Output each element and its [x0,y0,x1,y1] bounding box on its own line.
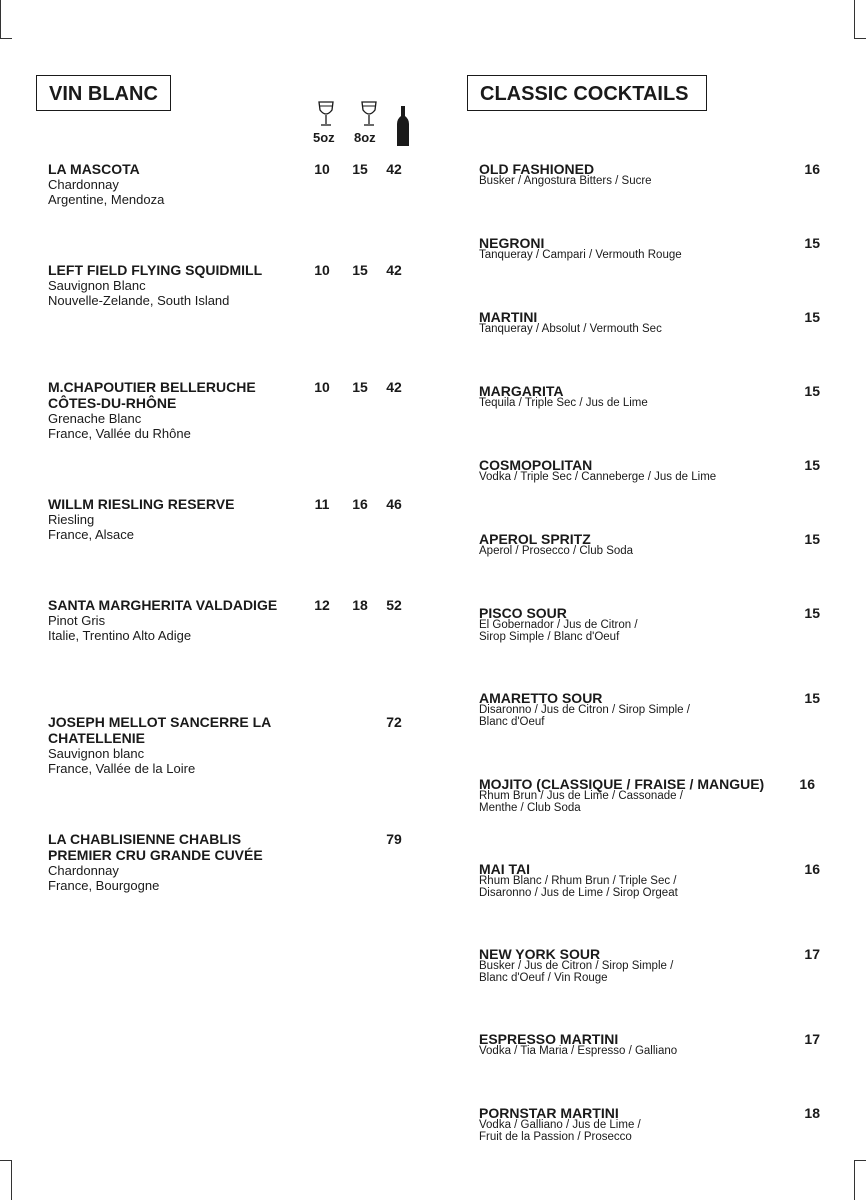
cocktail-name: MAI TAI [479,861,531,877]
crop-mark [854,1160,855,1200]
cocktail-item [479,862,824,899]
wine-name: LA CHABLISIENNE CHABLIS PREMIER CRU GRANDE CUVÉE [48,831,263,863]
wine-item [48,496,408,542]
cocktail-price: 15 [804,531,820,547]
wine-bottle-icon [396,106,410,146]
cocktail-price: 15 [804,690,820,706]
wine-grape: Sauvignon Blanc [48,278,146,293]
wine-region: Nouvelle-Zelande, South Island [48,293,230,308]
cocktail-price: 17 [804,1031,820,1047]
wine-grape: Chardonnay [48,177,119,192]
crop-mark [0,38,12,39]
cocktail-item [479,947,824,984]
wine-region: France, Alsace [48,527,134,542]
cocktail-name: MOJITO (CLASSIQUE / FRAISE / MANGUE) [479,776,765,792]
wine-grape: Sauvignon blanc [48,746,145,761]
price-bottle: 46 [386,496,402,512]
cocktail-name: ESPRESSO MARTINI [479,1031,619,1047]
cocktail-item [479,236,824,262]
cocktail-ingredients: Vodka / Triple Sec / Canneberge / Jus de Lime [479,471,717,483]
price-5oz: 11 [314,496,330,512]
cocktail-item [479,691,824,728]
wine-region: France, Vallée du Rhône [48,426,191,441]
cocktail-ingredients: El Gobernador / Jus de Citron / Sirop Simple / Blanc d'Oeuf [479,619,638,643]
wine-glass-icon [359,100,379,128]
wine-grape: Pinot Gris [48,613,106,628]
wine-name: LA MASCOTA [48,161,140,177]
wine-region: Argentine, Mendoza [48,192,165,207]
cocktail-ingredients: Vodka / Tia Maria / Espresso / Galliano [479,1045,678,1057]
cocktail-price: 15 [804,605,820,621]
cocktail-ingredients: Vodka / Galliano / Jus de Lime / Fruit de la Passion / Prosecco [479,1119,641,1143]
price-8oz: 15 [352,379,368,395]
crop-mark [854,0,855,38]
price-8oz: 15 [352,262,368,278]
wine-item [48,597,408,643]
cocktail-name: PORNSTAR MARTINI [479,1105,619,1121]
cocktail-item [479,1106,824,1143]
price-8oz: 15 [352,161,368,177]
crop-mark [854,1160,866,1161]
cocktail-ingredients: Disaronno / Jus de Citron / Sirop Simple / Blanc d'Oeuf [479,704,690,728]
price-8oz: 16 [352,496,368,512]
wine-region: France, Vallée de la Loire [48,761,196,776]
cocktail-ingredients: Tequila / Triple Sec / Jus de Lime [479,397,648,409]
wine-region: France, Bourgogne [48,878,160,893]
size-label-5oz: 5oz [313,130,335,145]
wine-grape: Grenache Blanc [48,411,142,426]
price-bottle: 42 [386,161,402,177]
cocktail-ingredients: Rhum Blanc / Rhum Brun / Triple Sec / Disaronno / Jus de Lime / Sirop Orgeat [479,875,678,899]
crop-mark [11,1160,12,1200]
wine-grape: Riesling [48,512,95,527]
cocktail-price: 15 [804,235,820,251]
cocktail-name: MARTINI [479,309,538,325]
wine-grape: Chardonnay [48,863,119,878]
price-8oz: 18 [352,597,368,613]
wine-region: Italie, Trentino Alto Adige [48,628,192,643]
wine-item [48,831,408,893]
cocktail-name: APEROL SPRITZ [479,531,591,547]
cocktail-item [479,532,824,558]
price-bottle: 79 [386,831,402,847]
cocktail-item [479,1032,824,1058]
size-label-8oz: 8oz [354,130,376,145]
crop-mark [854,38,866,39]
wine-item [48,161,408,207]
price-5oz: 12 [314,597,330,613]
cocktail-name: NEW YORK SOUR [479,946,601,962]
wine-item [48,262,408,308]
price-bottle: 72 [386,714,402,730]
price-bottle: 42 [386,262,402,278]
cocktail-name: AMARETTO SOUR [479,690,603,706]
cocktail-name: COSMOPOLITAN [479,457,593,473]
cocktail-price: 15 [804,457,820,473]
price-5oz: 10 [314,161,330,177]
price-5oz: 10 [314,379,330,395]
cocktail-item [479,606,824,643]
cocktail-name: NEGRONI [479,235,545,251]
wine-name: SANTA MARGHERITA VALDADIGE [48,597,278,613]
wine-name: M.CHAPOUTIER BELLERUCHE CÔTES-DU-RHÔNE [48,379,256,411]
cocktail-price: 18 [804,1105,820,1121]
cocktail-item [479,162,824,188]
price-bottle: 42 [386,379,402,395]
cocktail-ingredients: Tanqueray / Campari / Vermouth Rouge [479,249,682,261]
cocktail-price: 16 [799,776,815,792]
cocktail-name: MARGARITA [479,383,564,399]
cocktail-item [479,458,824,484]
cocktail-section-title: CLASSIC COCKTAILS [467,75,707,111]
cocktail-price: 16 [804,161,820,177]
wine-item [48,379,408,441]
wine-section-title: VIN BLANC [36,75,171,111]
wine-name: WILLM RIESLING RESERVE [48,496,235,512]
wine-name: JOSEPH MELLOT SANCERRE LA CHATELLENIE [48,714,271,746]
price-bottle: 52 [386,597,402,613]
cocktail-name: OLD FASHIONED [479,161,595,177]
cocktail-price: 16 [804,861,820,877]
cocktail-ingredients: Busker / Angostura Bitters / Sucre [479,175,652,187]
wine-item [48,714,408,776]
price-5oz: 10 [314,262,330,278]
cocktail-item [479,384,824,410]
cocktail-price: 17 [804,946,820,962]
cocktail-name: PISCO SOUR [479,605,567,621]
wine-name: LEFT FIELD FLYING SQUIDMILL [48,262,263,278]
cocktail-item [479,310,824,336]
wine-glass-icon [316,100,336,128]
cocktail-ingredients: Busker / Jus de Citron / Sirop Simple / Blanc d'Oeuf / Vin Rouge [479,960,674,984]
cocktail-price: 15 [804,309,820,325]
cocktail-ingredients: Rhum Brun / Jus de Lime / Cassonade / Menthe / Club Soda [479,790,683,814]
cocktail-price: 15 [804,383,820,399]
cocktail-ingredients: Tanqueray / Absolut / Vermouth Sec [479,323,662,335]
crop-mark [0,0,1,38]
cocktail-ingredients: Aperol / Prosecco / Club Soda [479,545,634,557]
cocktail-item [479,777,824,814]
